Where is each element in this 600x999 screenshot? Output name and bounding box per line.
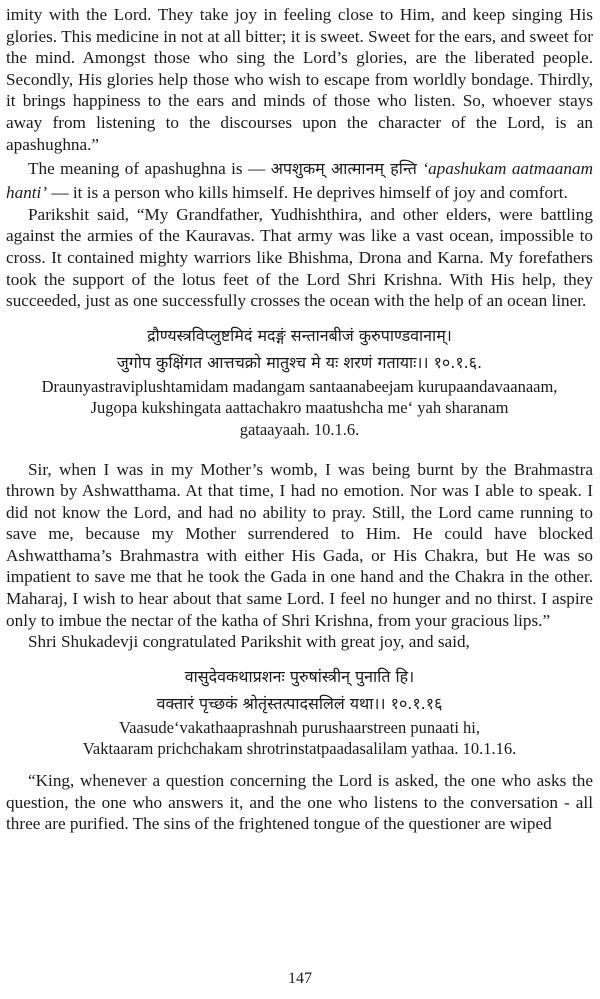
paragraph-4: Sir, when I was in my Mother’s womb, I was being burnt by the Brahmastra thrown by Ashwatthama. At that time, I had no emotion. Nor was I able to speak. I did not know the Lord, and had no ability to pray. Still, the Lord came running to save me, because my Mother surrendered to Him. He could have blocked Ashwatthama’s Brahmastra with either His Gada, or His Chakra, but He was so impatient to save me that he took the Gada in one hand and the Chakra in the other. Maharaj, I wish to hear about that same Lord. I feel no hunger and no thirst. I aspire only to imbue the nectar of the katha of Shri Krishna, from your gracious lips.” xyxy=(6,459,593,630)
paragraph-2-tail: — it is a person who kills himself. He deprives himself of joy and comfort. xyxy=(47,183,568,203)
verse-1-translit-line-1: Draunyastraviplushtamidam madangam santaanabeejam kurupaandavaanaam, xyxy=(41,376,558,396)
paragraph-2-devanagari: अपशुकम् आत्मानम् हन्ति xyxy=(270,159,417,179)
spacer xyxy=(6,760,593,770)
page-body xyxy=(6,4,593,835)
verse-1-translit-line-2: Jugopa kukshingata aattachakro maatushcha me‘ yah sharanam xyxy=(90,398,509,418)
spacer xyxy=(6,441,593,459)
verse-2-translit-line-2: Vaktaaram prichchakam shrotrinstatpaadasalilam yathaa. 10.1.16. xyxy=(82,739,517,759)
verse-2-sanskrit-line-2: वक्तारं पृच्छकं श्रोतृंस्तत्पादसलिलं यथा।। १०.१.१६ xyxy=(156,693,443,713)
paragraph-2 xyxy=(6,155,593,204)
page-number: 147 xyxy=(288,970,312,987)
verse-1-sanskrit-line-2: जुगोप कुक्षिंगत आत्तचक्रो मातुश्च मे यः शरणं गतायाः।। १०.१.६. xyxy=(116,352,483,372)
verse-block-1 xyxy=(6,322,593,441)
verse-block-2 xyxy=(6,663,593,760)
paragraph-6: “King, whenever a question concerning the Lord is asked, the one who asks the question, the one who answers it, and the one who listens to the conversation - all three are purified. The sins of the frightened tongue of the questioner are wiped xyxy=(6,771,593,834)
verse-1-sanskrit-line-1: द्रौण्यस्त्रविप्लुष्टमिदं मदङ्गं सन्तानबीजं कुरुपाण्डवानाम्। xyxy=(147,325,452,345)
verse-2-translit-line-1: Vaasude‘vakathaaprashnah purushaarstreen punaati hi, xyxy=(118,717,481,737)
verse-1-translit-line-3: gataayaah. 10.1.6. xyxy=(239,419,360,439)
paragraph-5: Shri Shukadevji congratulated Parikshit with great joy, and said, xyxy=(28,632,470,652)
paragraph-2-lead: The meaning of apashughna is — xyxy=(28,159,271,179)
paragraph-2-italic: ‘apashukam aatmaanam hanti’ xyxy=(6,159,593,203)
verse-2-sanskrit-line-1: वासुदेवकथाप्रशनः पुरुषांस्त्रीन् पुनाति हि। xyxy=(184,666,415,686)
paragraph-3: Parikshit said, “My Grandfather, Yudhishthira, and other elders, were battling against the armies of the Kauravas. That army was like a vast ocean, impossible to cross. It contained mighty warriors like Bhishma, Drona and Karna. My forefathers took the support of the lotus feet of the Lord Shri Krishna. With His help, they succeeded, just as one successfully crosses the ocean with the help of an ocean liner. xyxy=(6,204,593,311)
paragraph-1: imity with the Lord. They take joy in feeling close to Him, and keep singing His glories. This medicine in not at all bitter; it is sweet. Sweet for the ears, and sweet for the mind. Amongst those who sing the Lord’s glories, are the liberated people. Secondly, His glories help those who wish to escape from worldly bondage. Thirdly, it brings happiness to the ears and minds of those who listen. So, whoever stays away from listening to the discourses upon the character of the Lord, is an apashughna.” xyxy=(6,5,593,154)
